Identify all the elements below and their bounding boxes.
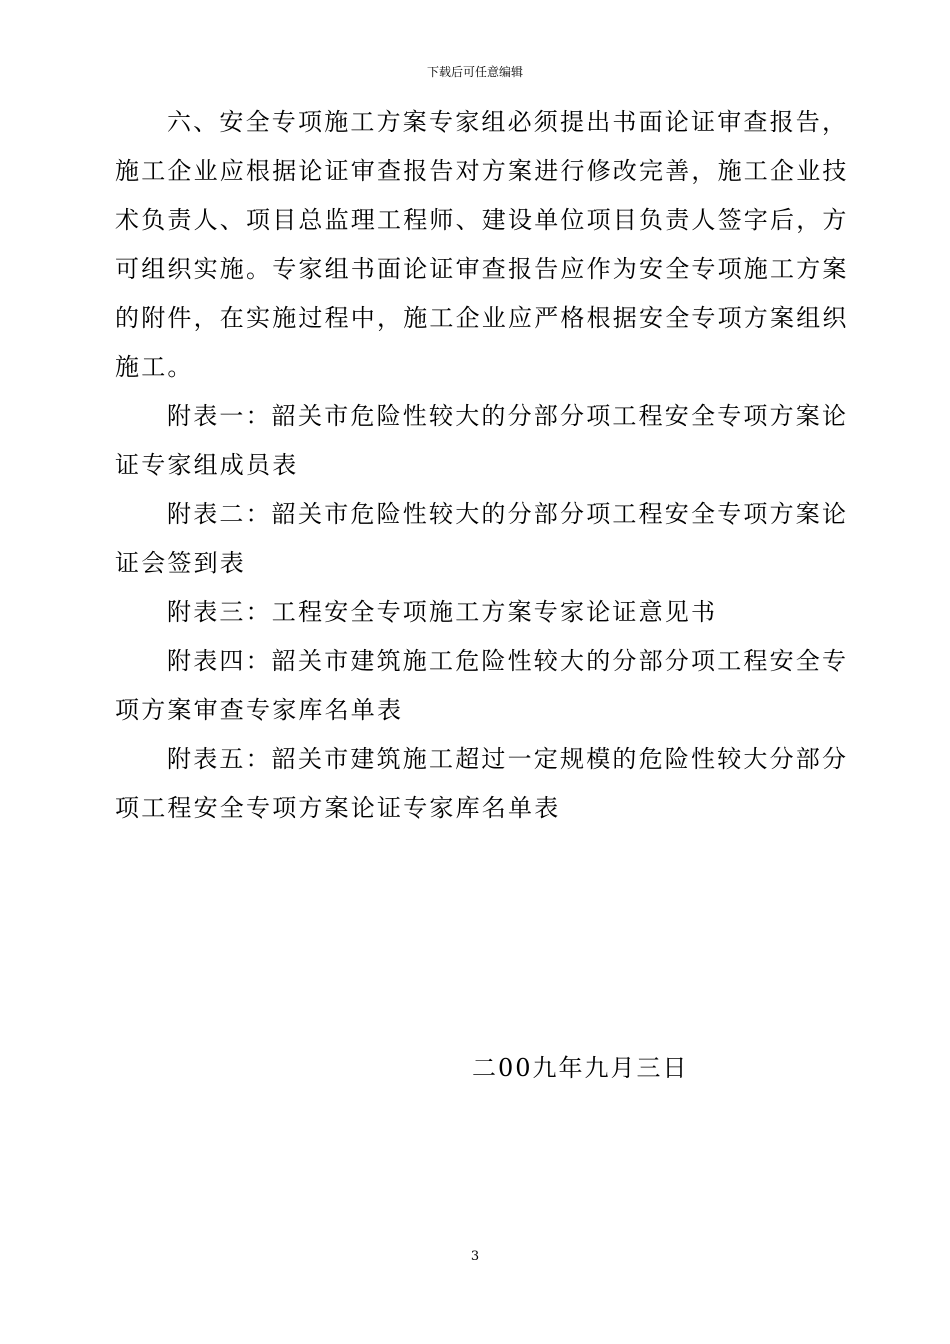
paragraph-appendix-4 <box>115 637 849 735</box>
document-body <box>115 98 849 833</box>
paragraph-appendix-3 <box>115 588 837 637</box>
text-line: 附表二：韶关市危险性较大的分部分项工程安全专项方案论 <box>167 500 849 528</box>
text-line: 施工。 <box>115 353 194 381</box>
paragraph-appendix-5 <box>115 735 849 833</box>
paragraph-section-six <box>115 98 849 392</box>
text-line: 术负责人、项目总监理工程师、建设单位项目负责人签字后，方 <box>115 206 849 234</box>
text-line: 施工企业应根据论证审查报告对方案进行修改完善，施工企业技 <box>115 157 849 185</box>
paragraph-appendix-1 <box>115 392 849 490</box>
text-line: 附表三：工程安全专项施工方案专家论证意见书 <box>167 598 718 626</box>
document-date: 二00九年九月三日 <box>472 1054 689 1082</box>
text-line: 附表五：韶关市建筑施工超过一定规模的危险性较大分部分 <box>167 745 849 773</box>
paragraph-appendix-2 <box>115 490 849 588</box>
text-line: 项方案审查专家库名单表 <box>115 696 404 724</box>
header-note: 下载后可任意编辑 <box>426 65 523 79</box>
text-line: 证专家组成员表 <box>115 451 299 479</box>
text-line: 可组织实施。专家组书面论证审查报告应作为安全专项施工方案 <box>115 255 849 283</box>
page-number: 3 <box>470 1249 480 1264</box>
text-line: 证会签到表 <box>115 549 246 577</box>
text-line: 附表一：韶关市危险性较大的分部分项工程安全专项方案论 <box>167 402 849 430</box>
text-line: 附表四：韶关市建筑施工危险性较大的分部分项工程安全专 <box>167 647 849 675</box>
text-line: 项工程安全专项方案论证专家库名单表 <box>115 794 561 822</box>
text-line: 的附件，在实施过程中，施工企业应严格根据安全专项方案组织 <box>115 304 849 332</box>
text-line: 六、安全专项施工方案专家组必须提出书面论证审查报告， <box>167 108 849 136</box>
